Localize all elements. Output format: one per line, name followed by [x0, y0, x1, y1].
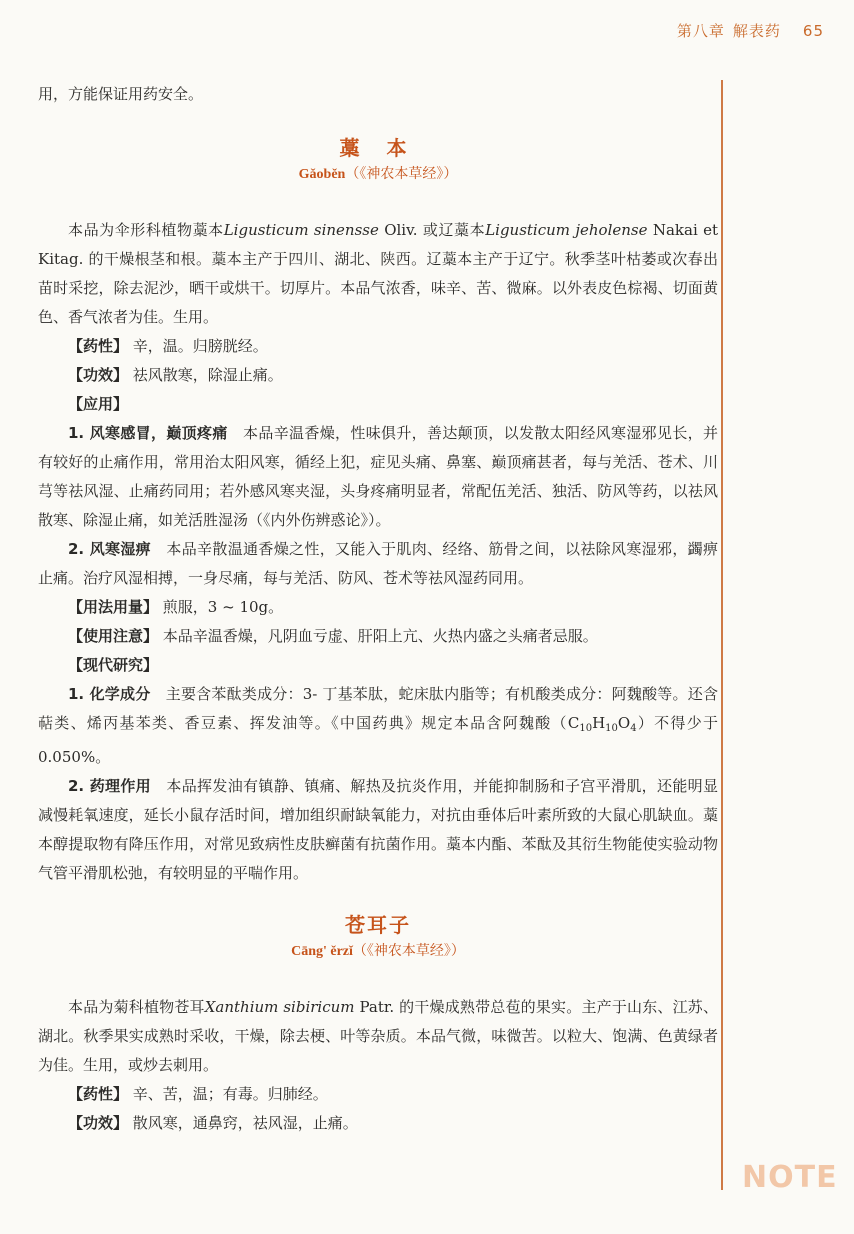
property-label: 【药性】 [68, 1085, 129, 1103]
efficacy-row [38, 1109, 718, 1138]
desc-text: 本品为菊科植物苍耳 [68, 998, 205, 1016]
efficacy-label: 【功效】 [68, 1114, 129, 1132]
formula-element: H [592, 714, 606, 732]
source-ref: （《神农本草经》） [352, 943, 465, 959]
research-item-title: 1. 化学成分 [68, 685, 151, 703]
research-item-text: 主要含苯酞类成分：3- 丁基苯肽，蛇床肽内脂等；有机酸类成分：阿魏酸等。还含萜类、烯丙基苯类、香豆素、挥发油等。《中国药典》规定本品含阿魏酸（C [38, 685, 718, 732]
application-label: 【应用】 [68, 395, 129, 413]
formula-subscript: 4 [630, 723, 637, 734]
research-item [38, 772, 718, 888]
herb-subtitle-cangerzi [38, 940, 718, 963]
herb-title-cangerzi: 苍耳子 [345, 913, 411, 937]
chapter-number: 第八章 [676, 22, 725, 40]
application-item-text: 本品辛温香燥，性味俱升，善达颠顶，以发散太阳经风寒湿邪见长，并有较好的止痛作用，常用治太阳风寒，循经上犯，症见头痛、鼻塞、巅顶痛甚者，每与羌活、苍术、川芎等祛风湿、止痛药同用；若外感风寒夹湿，头身疼痛明显者，常配伍羌活、独活、防风等药，以祛风散寒、除湿止痛，如羌活胜湿汤（《内外伤辨惑论》）。 [38, 424, 718, 529]
caution-text: 本品辛温香燥，凡阴血亏虚、肝阳上亢、火热内盛之头痛者忌服。 [162, 627, 598, 645]
application-heading [38, 390, 718, 419]
research-item-text: 本品挥发油有镇静、镇痛、解热及抗炎作用，并能抑制肠和子宫平滑肌，还能明显减慢耗氧速度，延长小鼠存活时间，增加组织耐缺氧能力，对抗由垂体后叶素所致的大鼠心肌缺血。藁本醇提取物有降压作用，对常见致病性皮肤癣菌有抗菌作用。藁本内酯、苯酞及其衍生物能使实验动物气管平滑肌松弛，有较明显的平喘作用。 [38, 777, 718, 882]
page-number: 65 [802, 22, 824, 40]
desc-text: 本品为伞形科植物藁本 [68, 221, 224, 239]
herb-subtitle-gaoben [38, 163, 718, 186]
desc-text: Nakai et Kitag. 的干燥根茎和根。藁本主产于四川、湖北、陕西。辽藁本主产于辽宁。秋季茎叶枯萎或次春出苗时采挖，除去泥沙，晒干或烘干。切厚片。本品气浓香，味辛、苦、微麻。以外表皮色棕褐、切面黄色、香气浓者为佳。生用。 [38, 221, 718, 326]
research-item [38, 680, 718, 772]
desc-text: Patr. 的干燥成熟带总苞的果实。主产于山东、江苏、湖北。秋季果实成熟时采收，干燥，除去梗、叶等杂质。本品气微，味微苦。以粒大、饱满、色黄绿者为佳。生用，或炒去刺用。 [38, 998, 718, 1074]
research-item-title: 2. 药理作用 [68, 777, 152, 795]
property-row [38, 1080, 718, 1109]
application-item-text: 本品辛散温通香燥之性，又能入于肌肉、经络、筋骨之间，以祛除风寒湿邪，蠲痹止痛。治疗风湿相搏，一身尽痛，每与羌活、防风、苍术等祛风湿药同用。 [38, 540, 718, 587]
efficacy-row [38, 361, 718, 390]
dosage-label: 【用法用量】 [68, 598, 159, 616]
dosage-row [38, 593, 718, 622]
latin-name: Xanthium sibiricum [204, 998, 355, 1016]
herb-title-gaoben: 藁 本 [339, 136, 417, 160]
application-item-title: 2. 风寒湿痹 [68, 540, 152, 558]
dosage-text: 煎服，3 ~ 10g。 [162, 598, 284, 616]
application-item [38, 535, 718, 593]
application-item-title: 1. 风寒感冒，巅顶疼痛 [68, 424, 228, 442]
research-label: 【现代研究】 [68, 656, 159, 674]
caution-label: 【使用注意】 [68, 627, 159, 645]
formula-subscript: 10 [579, 723, 593, 734]
note-margin-label: NOTE [742, 1160, 838, 1195]
property-text: 辛、苦，温；有毒。归肺经。 [132, 1085, 328, 1103]
margin-rule [721, 80, 723, 1190]
pinyin: Cāng' ěrzǐ [291, 944, 353, 959]
property-text: 辛，温。归膀胱经。 [132, 337, 268, 355]
latin-name: Ligusticum sinensse [223, 221, 379, 239]
page-body [38, 80, 718, 1138]
property-label: 【药性】 [68, 337, 129, 355]
pinyin: Gǎoběn [298, 167, 346, 182]
property-row [38, 332, 718, 361]
caution-row [38, 622, 718, 651]
source-ref: （《神农本草经》） [345, 166, 458, 182]
desc-text: Oliv. 或辽藁本 [378, 221, 486, 239]
efficacy-text: 散风寒，通鼻窍，祛风湿，止痛。 [132, 1114, 358, 1132]
chapter-title: 解表药 [732, 22, 781, 40]
efficacy-text: 祛风散寒，除湿止痛。 [132, 366, 283, 384]
application-item [38, 419, 718, 535]
herb-description [38, 216, 718, 332]
efficacy-label: 【功效】 [68, 366, 129, 384]
formula-element: O [617, 714, 631, 732]
research-item-text: ）不得少于 0.050%。 [38, 714, 718, 766]
page-header [0, 0, 854, 56]
continuation-line: 用，方能保证用药安全。 [38, 85, 204, 103]
research-heading [38, 651, 718, 680]
latin-name: Ligusticum jeholense [485, 221, 648, 239]
herb-description [38, 993, 718, 1080]
running-header [669, 20, 824, 41]
formula-subscript: 10 [605, 723, 618, 734]
